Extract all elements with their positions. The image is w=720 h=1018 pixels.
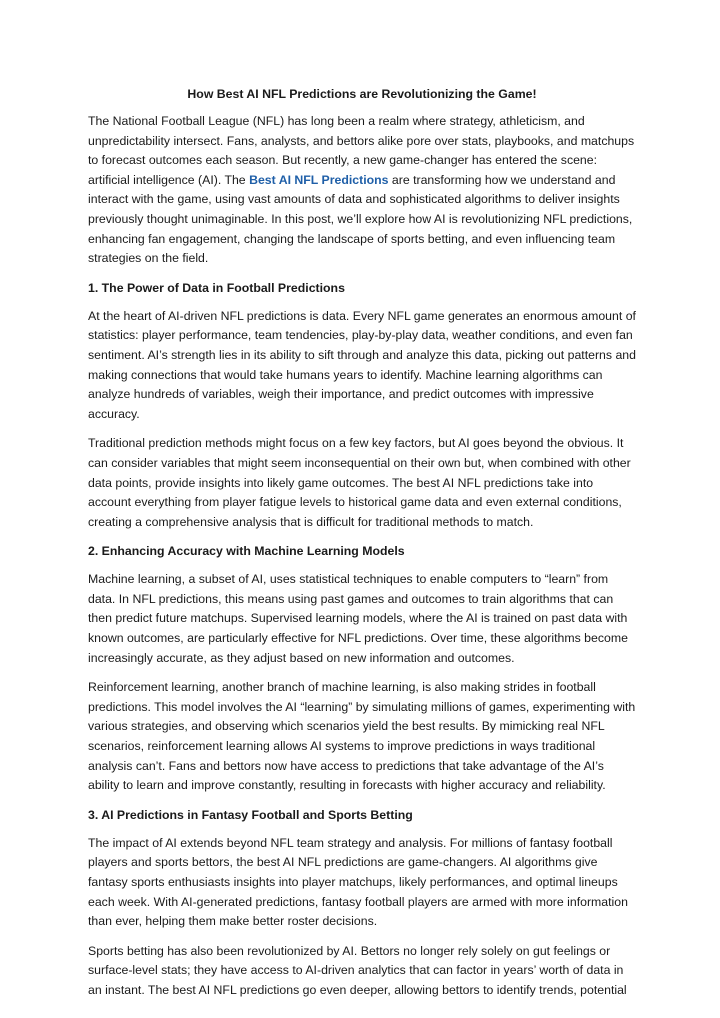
section-2-paragraph-2: Reinforcement learning, another branch of machine learning, is also making strides in football predictions. This model involves the AI “learning” by simulating millions of games, experimenting with various strategies, and observing which scenarios yield the best results. By mimicking real NFL scenarios, reinforcement learning allows AI systems to improve predictions in ways traditional analysis can’t. Fans and bettors now have access to predictions that take advantage of the AI’s ability to learn and improve constantly, resulting in forecasts with higher accuracy and reliability. xyxy=(88,680,636,793)
intro-text-before-link: The National Football League (NFL) has long been a realm where strategy, athleticism, and unpredictability intersect. Fans, analysts, and bettors alike pore over stats, playbooks, and matchups to forecast outcomes each season. But recently, a new game-changer has entered the scene: artificial intelligence (AI). The xyxy=(88,114,635,187)
section-1-heading: 1. The Power of Data in Football Predictions xyxy=(88,280,345,295)
section-3-paragraph-1: The impact of AI extends beyond NFL team strategy and analysis. For millions of fantasy football players and sports bettors, the best AI NFL predictions are game-changers. AI algorithms give fantasy sports enthusiasts insights into player matchups, likely performances, and optimal lineups each week. With AI-generated predictions, fantasy football players are armed with more information than ever, helping them make better roster decisions. xyxy=(88,835,628,929)
section-2-heading: 2. Enhancing Accuracy with Machine Learning Models xyxy=(88,544,405,559)
section-2-paragraph-1: Machine learning, a subset of AI, uses statistical techniques to enable computers to “learn” from data. In NFL predictions, this means using past games and outcomes to train algorithms that can then predict future matchups. Supervised learning models, where the AI is trained on past data with known outcomes, are particularly effective for NFL predictions. Over time, these algorithms become increasingly accurate, as they adjust based on new information and outcomes. xyxy=(88,572,628,665)
best-ai-nfl-predictions-link[interactable]: Best AI NFL Predictions xyxy=(249,172,389,187)
document-page xyxy=(88,84,636,1011)
document-title: How Best AI NFL Predictions are Revolutionizing the Game! xyxy=(187,87,537,101)
section-3-heading: 3. AI Predictions in Fantasy Football and Sports Betting xyxy=(88,807,413,822)
section-3-paragraph-2: Sports betting has also been revolutionized by AI. Bettors no longer rely solely on gut feelings or surface-level stats; they have access to AI-driven analytics that can factor in years’ worth of data in an instant. The best AI NFL predictions go even deeper, allowing bettors to identify trends, potential xyxy=(88,943,627,997)
section-1-paragraph-1: At the heart of AI-driven NFL predictions is data. Every NFL game generates an enormous amount of statistics: player performance, team tendencies, play-by-play data, weather conditions, and even fan sentiment. AI’s strength lies in its ability to sift through and analyze this data, picking out patterns and making connections that would take humans years to identify. Machine learning algorithms can analyze hundreds of variables, weigh their importance, and predict outcomes with impressive accuracy. xyxy=(88,308,636,421)
intro-paragraph xyxy=(88,112,636,269)
section-1-paragraph-2: Traditional prediction methods might focus on a few key factors, but AI goes beyond the obvious. It can consider variables that might seem inconsequential on their own but, when combined with other data points, provide insights into likely game outcomes. The best AI NFL predictions take into account everything from player fatigue levels to historical game data and even external conditions, creating a comprehensive analysis that is difficult for traditional methods to match. xyxy=(88,436,631,529)
intro-text-after-link: are transforming how we understand and interact with the game, using vast amounts of data and sophisticated algorithms to deliver insights previously thought unimaginable. In this post, we’ll explore how AI is revolutionizing NFL predictions, enhancing fan engagement, changing the landscape of sports betting, and even influencing team strategies on the field. xyxy=(88,172,633,266)
